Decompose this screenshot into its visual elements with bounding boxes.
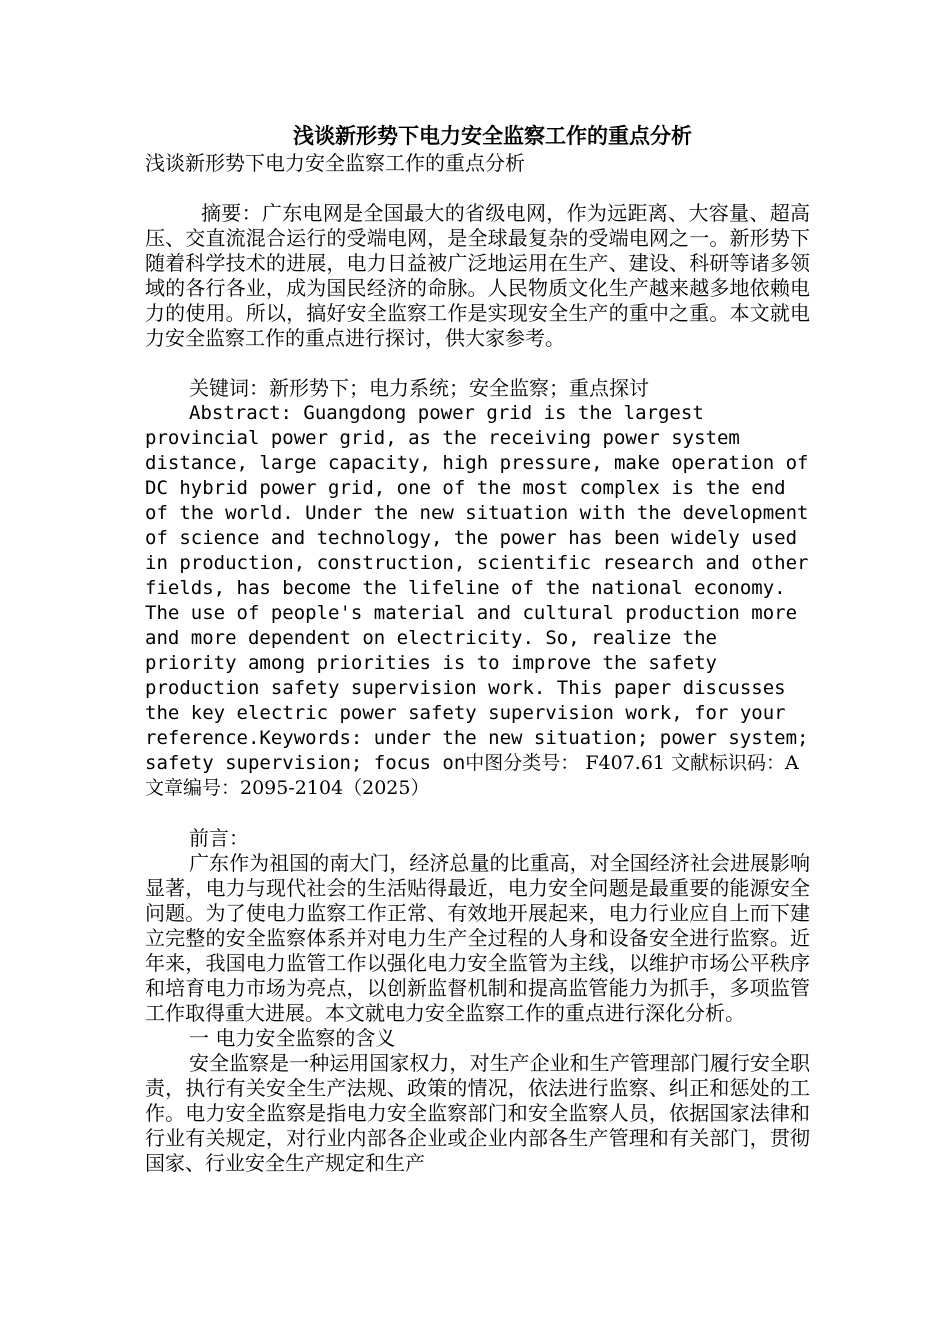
spacer	[145, 176, 810, 201]
document-subtitle: 浅谈新形势下电力安全监察工作的重点分析	[145, 151, 525, 175]
classification-line: 中图分类号： F407.61 文献标识码：A 文章编号：2095-2104（2025）	[145, 752, 799, 799]
section1-heading: 一 电力安全监察的含义	[189, 1026, 396, 1050]
document-title: 浅谈新形势下电力安全监察工作的重点分析	[293, 123, 692, 148]
abstract-cn: 摘要：广东电网是全国最大的省级电网，作为远距离、大容量、超高压、交直流混合运行的受端电网，是全球最复杂的受端电网之一。新形势下随着科学技术的进展，电力日益被广泛地运用在生产、建设、科研等诸多领域的各行各业，成为国民经济的命脉。人民物质文化生产越来越多地依赖电力的使用。所以，搞好安全监察工作是实现安全生产的重中之重。本文就电力安全监察工作的重点进行探讨，供大家参考。	[145, 201, 810, 350]
preface-body: 广东作为祖国的南大门，经济总量的比重高，对全国经济社会进展影响显著，电力与现代社会的生活贴得最近，电力安全问题是最重要的能源安全问题。为了使电力监察工作正常、有效地开展起来，电力行业应自上而下建立完整的安全监察体系并对电力生产全过程的人身和设备安全进行监察。近年来，我国电力监管工作以强化电力安全监管为主线，以维护市场公平秩序和培育电力市场为亮点，以创新监督机制和提高监管能力为抓手，多项监管工作取得重大进展。本文就电力安全监察工作的重点进行深化分析。	[145, 851, 810, 1025]
document-page	[145, 122, 810, 1176]
abstract-en-block	[145, 401, 810, 801]
spacer	[145, 801, 810, 826]
keywords-cn: 关键词：新形势下；电力系统；安全监察；重点探讨	[189, 376, 649, 400]
abstract-en: Abstract: Guangdong power grid is the largest provincial power grid, as the receiving power system distance, large capacity, high pressure, make operation of DC hybrid power grid, one of the most complex is the end of the world. Under the new situation with the development of science and technology, the power has been widely used in production, construction, scientific research and other fields, has become the lifeline of the national economy. The use of people's material and cultural production more and more dependent on electricity. So, realize the priority among priorities is to improve the safety production safety supervision work. This paper discusses the key electric power safety supervision work, for your reference.Keywords: under the new situation; power system; safety supervision; focus on	[145, 402, 809, 774]
section1-body: 安全监察是一种运用国家权力，对生产企业和生产管理部门履行安全职责，执行有关安全生产法规、政策的情况，依法进行监察、纠正和惩处的工作。电力安全监察是指电力安全监察部门和安全监察人员，依据国家法律和行业有关规定，对行业内部各企业或企业内部各生产管理和有关部门，贯彻国家、行业安全生产规定和生产	[145, 1051, 810, 1175]
spacer	[145, 351, 810, 376]
preface-heading: 前言：	[189, 826, 249, 850]
